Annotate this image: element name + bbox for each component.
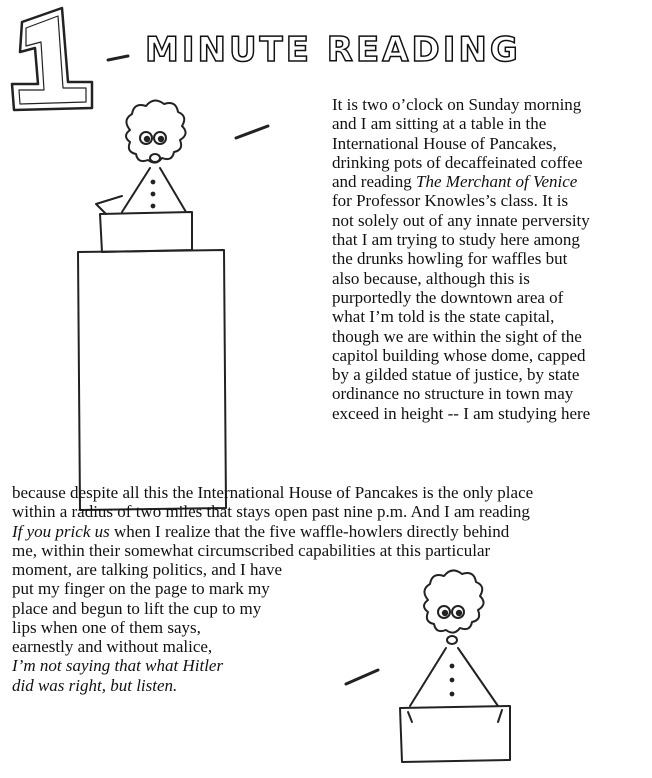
quote-phrase: If you prick us	[12, 521, 110, 541]
text-line: me, within their somewhat circumscribed capabilities at this particular	[12, 540, 491, 560]
big-number-one-drawing	[12, 8, 92, 110]
text-line	[12, 656, 282, 675]
text-line: drinking pots of decaffeinated coffee	[332, 152, 583, 172]
text-line: place and begun to lift the cup to my	[12, 598, 262, 618]
text-line	[12, 522, 533, 541]
text-line: for Professor Knowles’s class. It is	[332, 191, 569, 211]
text-line: not solely out of any innate perversity	[332, 210, 590, 230]
title-words: MINUTE READING	[145, 30, 521, 70]
text-line: also because, although this is	[332, 268, 530, 288]
text-segment: and reading	[332, 172, 417, 192]
book-title: The Merchant of Venice	[416, 172, 578, 192]
text-line: put my finger on the page to mark my	[12, 579, 270, 599]
figure-holding-book-drawing	[346, 570, 510, 762]
right-column-text	[332, 95, 590, 423]
ending-quote-line: did was right, but listen.	[12, 675, 178, 695]
ending-quote-line: I’m not saying that what Hitler	[12, 656, 224, 676]
figure-at-lectern-drawing	[78, 100, 268, 510]
left-column-text	[12, 560, 282, 695]
text-line	[332, 172, 590, 191]
text-line: exceed in height -- I am studying here	[332, 403, 591, 423]
text-line: ordinance no structure in town may	[332, 384, 574, 404]
text-line	[12, 676, 282, 695]
text-line: earnestly and without malice,	[12, 637, 213, 657]
text-line: capitol building whose dome, capped	[332, 345, 586, 365]
text-line: lips when one of them says,	[12, 617, 201, 637]
title-dash-stroke	[108, 56, 128, 60]
text-line: and I am sitting at a table in the	[332, 114, 547, 134]
text-line: though we are within the sight of the	[332, 326, 582, 346]
text-line: by a gilded statue of justice, by state	[332, 365, 580, 385]
full-width-text	[12, 483, 533, 560]
text-line: because despite all this the International House of Pancakes is the only place	[12, 483, 534, 502]
text-line: International House of Pancakes,	[332, 133, 557, 153]
text-line: within a radius of two miles that stays open past nine p.m. And I am reading	[12, 502, 530, 522]
text-line: what I’m told is the state capital,	[332, 307, 555, 327]
text-line: purportedly the downtown area of	[332, 287, 564, 307]
text-line: that I am trying to study here among	[332, 230, 580, 250]
text-line: It is two o’clock on Sunday morning	[332, 95, 582, 114]
text-line: the drunks howling for waffles but	[332, 249, 568, 269]
text-line: moment, are talking politics, and I have	[12, 560, 283, 579]
page-title	[145, 30, 521, 70]
text-segment: when I realize that the five waffle-howlers directly behind	[109, 521, 510, 541]
